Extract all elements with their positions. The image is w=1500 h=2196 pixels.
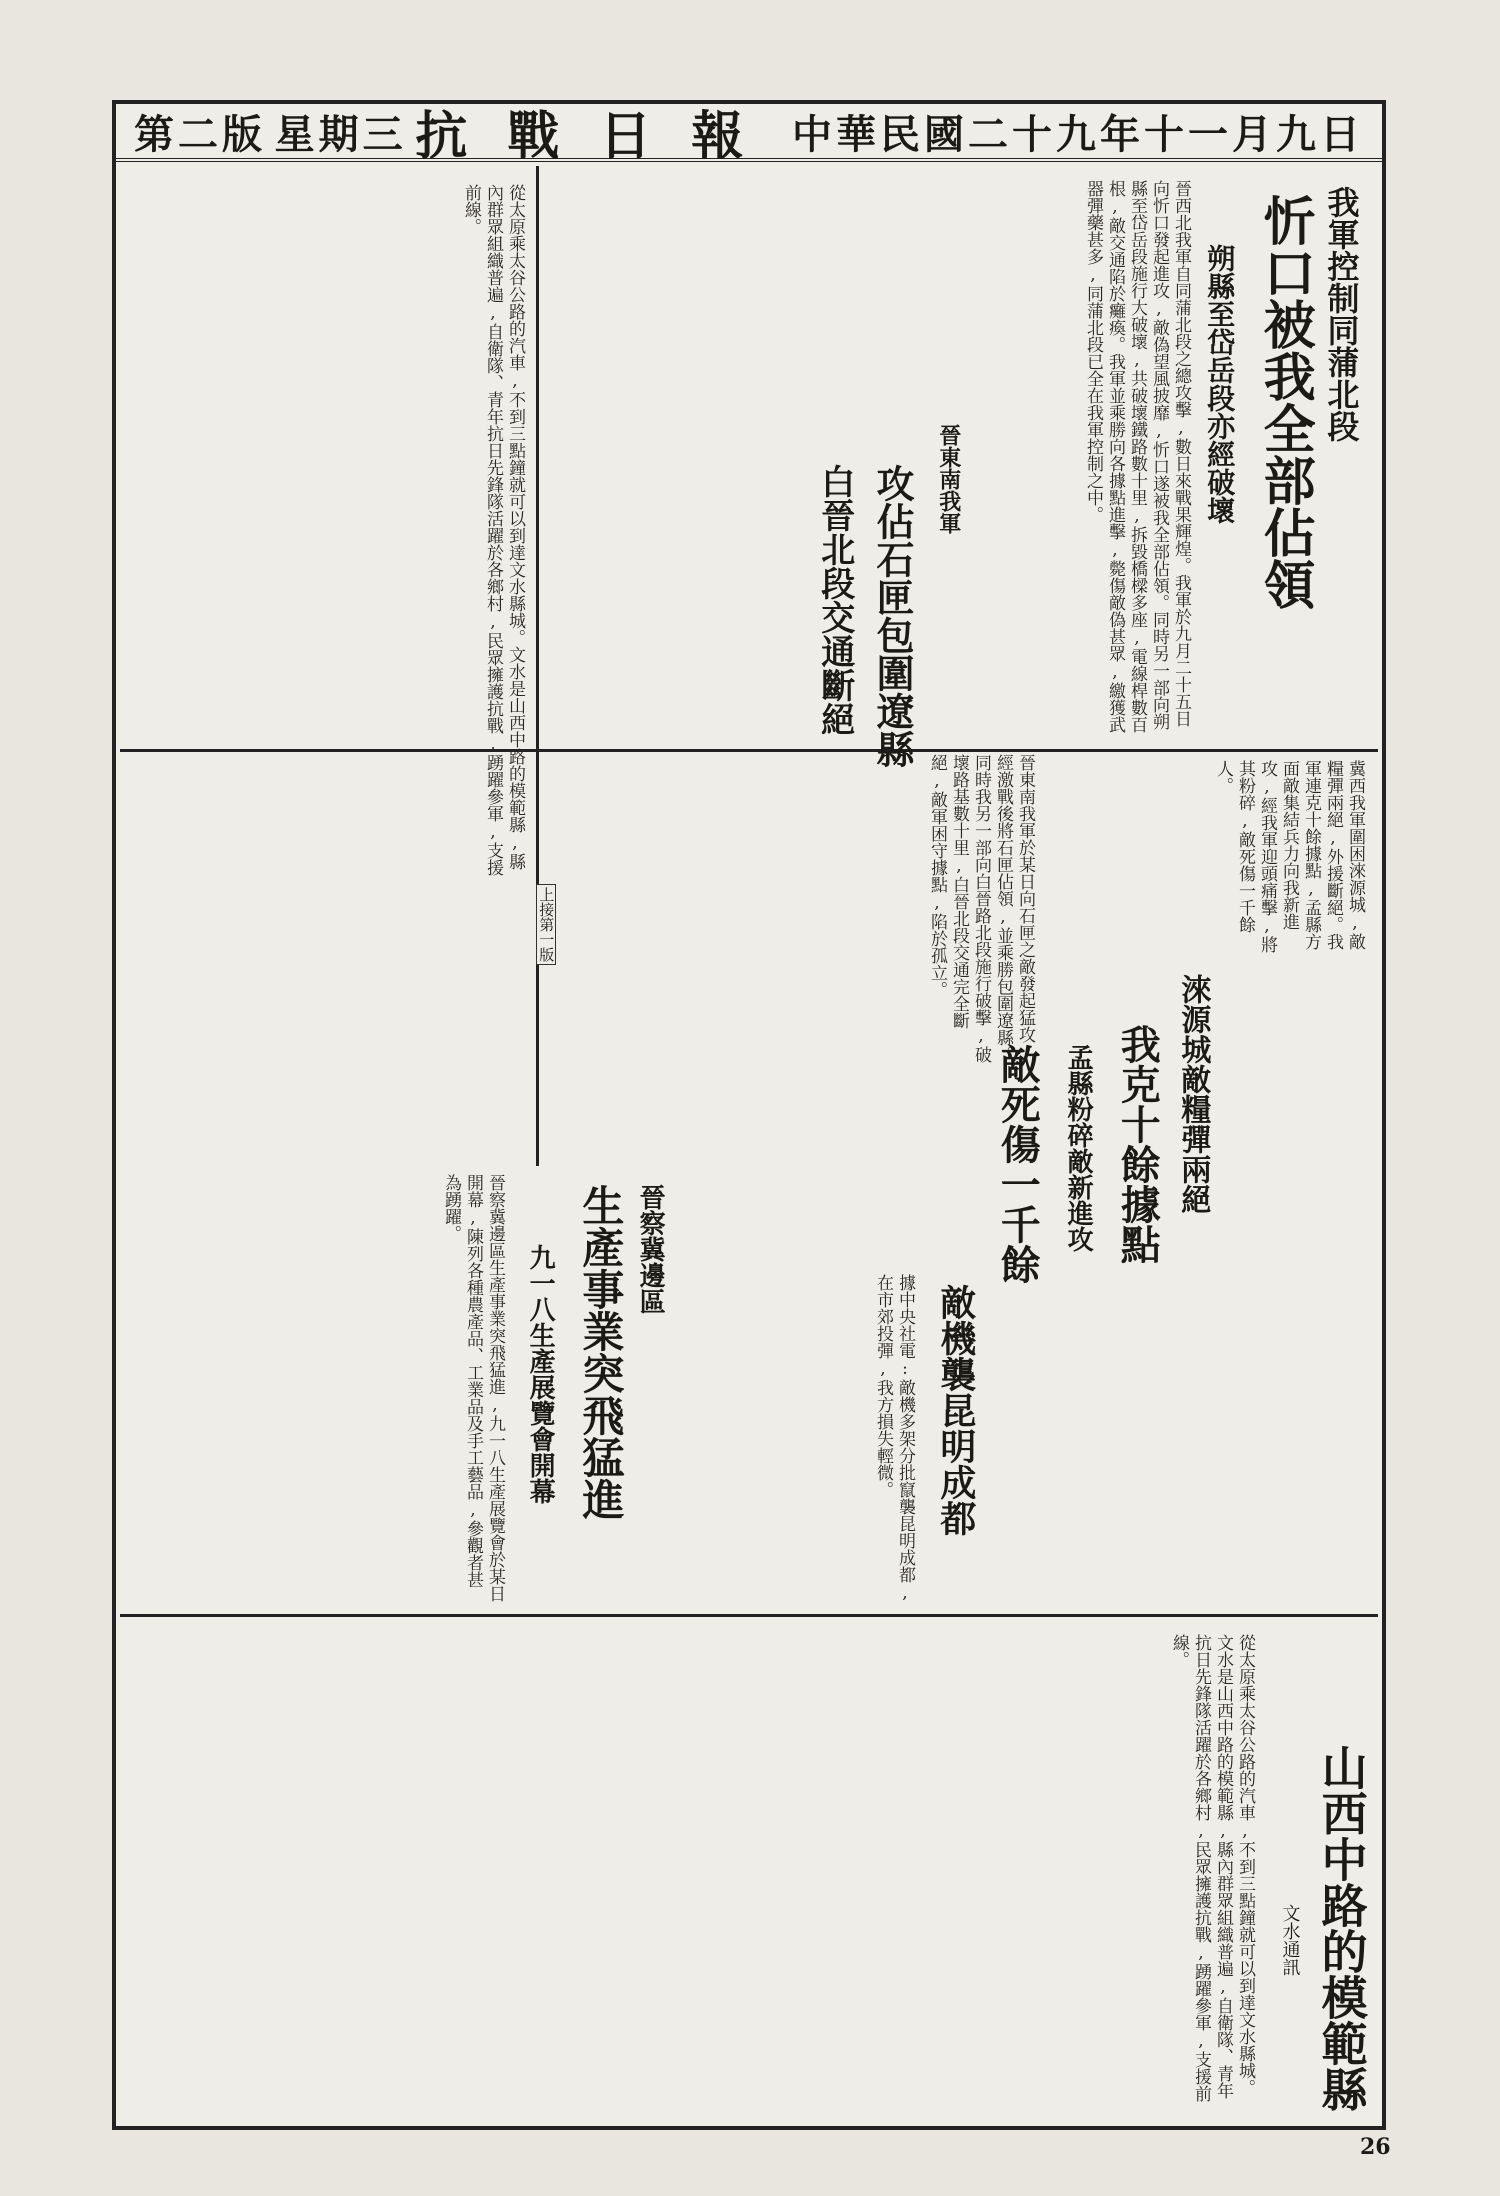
article3-headline3: 孟縣粉碎敵新進攻 bbox=[1063, 1044, 1094, 1252]
article2-subhead: 白晉北段交通斷絕 bbox=[814, 464, 855, 736]
article3-body: 冀西我軍圍困淶源城,敵糧彈兩絕,外援斷絕。我軍連克十餘據點,孟縣方面敵集結兵力向我新進攻,經我軍迎頭痛擊,將其粉碎,敵死傷一千餘人。 bbox=[1213, 760, 1365, 953]
article5-body: 晉察冀邊區生產事業突飛猛進,九一八生產展覽會於某日開幕,陳列各種農產品、工業品及手工藝品,參觀者甚為踴躍。 bbox=[441, 1174, 505, 1602]
editorial-body: 從太原乘太谷公路的汽車,不到三點鐘就可以到達文水縣城。文水是山西中路的模範縣,縣內群眾組織普遍,自衛隊、青年抗日先鋒隊活躍於各鄉村,民眾擁護抗戰,踴躍參軍,支援前線。 bbox=[461, 184, 525, 876]
article2-body: 晉東南我軍於某日向石匣之敵發起猛攻,經激戰後將石匣佔領,並乘勝包圍遼縣。同時我另一部向白晉路北段施行破擊,破壞路基數十里,白晉北段交通完全斷絕,敵軍困守據點,陷於孤立。 bbox=[927, 754, 1035, 1063]
article2-headline: 攻佔石匣包圍遼縣 bbox=[870, 464, 916, 768]
article2-kicker: 晉東南我軍 bbox=[935, 424, 962, 534]
continued-label: 上接第一版 bbox=[536, 884, 556, 965]
article5-region: 晉察冀邊區 bbox=[635, 1184, 666, 1314]
article1-headline: 忻口被我全部佔領 bbox=[1254, 194, 1316, 610]
page-number: 26 bbox=[1360, 2134, 1391, 2160]
rule-bottom-section bbox=[120, 1614, 1378, 1617]
article3-headline4: 敵死傷一千餘 bbox=[994, 1044, 1042, 1284]
article6-byline: 文水通訊 bbox=[1279, 1904, 1301, 1976]
paper-title: 抗戰日報 bbox=[415, 105, 784, 167]
article1-kicker: 我軍控制同蒲北段 bbox=[1322, 186, 1361, 442]
newspaper-sheet bbox=[112, 100, 1386, 2130]
article6-body: 從太原乘太谷公路的汽車,不到三點鐘就可以到達文水縣城。文水是山西中路的模範縣,縣內群眾組織普遍,自衛隊、青年抗日先鋒隊活躍於各鄉村,民眾擁護抗戰,踴躍參軍,支援前線。 bbox=[1169, 1634, 1255, 2102]
weekday: 星期三 bbox=[274, 110, 407, 158]
article4-headline: 敵機襲昆明成都 bbox=[934, 1284, 977, 1536]
rule-left-column bbox=[536, 166, 539, 1166]
article3-headline2: 我克十餘據點 bbox=[1114, 1024, 1162, 1264]
article6-headline: 山西中路的模範縣 bbox=[1314, 1744, 1369, 2112]
page-label: 第二版 bbox=[134, 110, 266, 158]
article1-subhead: 朔縣至岱岳段亦經破壞 bbox=[1203, 244, 1237, 524]
masthead bbox=[116, 104, 1382, 167]
article5-headline: 生產事業突飛猛進 bbox=[576, 1184, 626, 1520]
article4-body: 據中央社電:敵機多架分批竄襲昆明成都,在市郊投彈,我方損失輕微。 bbox=[873, 1274, 915, 1603]
article5-subhead: 九一八生產展覽會開幕 bbox=[525, 1244, 556, 1504]
article1-body: 晉西北我軍自同蒲北段之總攻擊,數日來戰果輝煌。我軍於九月二十五日向忻口發起進攻,敵偽望風披靡,忻口遂被我全部佔領。同時另一部向朔縣至岱岳段施行大破壞,共破壞鐵路數十里,拆毀橋樑多座,電線桿數百根,敵交通陷於癱瘓。我軍並乘勝向各據點進擊,斃傷敵偽甚眾,繳獲武器彈藥甚多,同蒲北段已全在我軍控制之中。 bbox=[1083, 180, 1191, 733]
issue-date: 中華民國二十九年十一月九日 bbox=[791, 110, 1364, 158]
article3-headline1: 淶源城敵糧彈兩絕 bbox=[1175, 974, 1211, 1214]
